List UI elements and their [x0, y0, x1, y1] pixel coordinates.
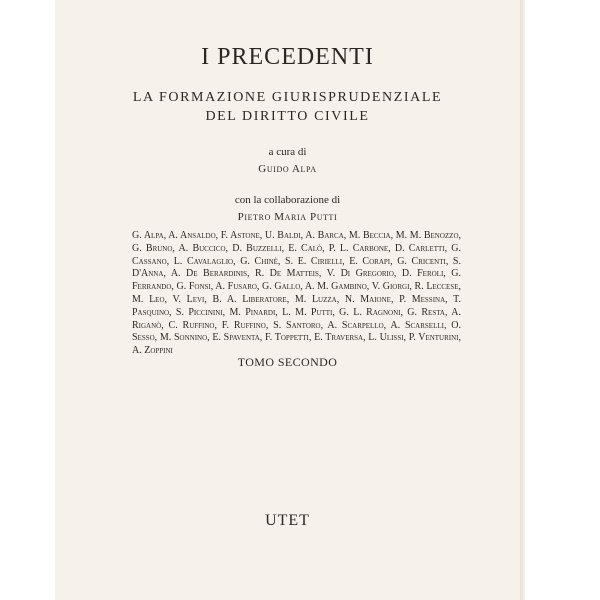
subtitle-line-1: LA FORMAZIONE GIURISPRUDENZIALE	[132, 90, 443, 105]
publisher-name: UTET	[265, 512, 310, 529]
collaboration-block	[55, 192, 520, 226]
book-title: I PRECEDENTI	[201, 44, 374, 70]
editor-block	[55, 144, 520, 178]
contributors-list: G. Alpa, A. Ansaldo, F. Astone, U. Baldi, A. Barca, M. Beccia, M. M. Benozzo, G. Bruno, A. Buccico, D. Buzzelli, E. Calò, P. L. Carbone, D. Carletti, G. Cassano, L. Cavalaglio, G. Chinè, S. E. Cirielli, E. Corapi, G. Cricenti, S. D'Anna, A. De Berardinis, R. De Matteis, V. Di Gregorio, D. Feroli, G. Ferrando, G. Fonsi, A. Fusaro, G. Gallo, A. M. Gambino, V. Giorgi, R. Leccese, M. Leo, V. Levi, B. A. Liberatore, M. Luzza, N. Maione, P. Messina, T. Pasquino, S. Piccinini, M. Pinardi, L. M. Putti, G. L. Ragnoni, G. Resta, A. Riganò, C. Ruffino, F. Ruffino, S. Santoro, A. Scarpello, A. Scarselli, O. Sesso, M. Sonnino, E. Spaventa, F. Toppetti, E. Traversa, L. Ulissi, P. Venturini, A. Zoppini	[132, 230, 461, 357]
page-edge	[520, 0, 525, 600]
collaborator-name: Pietro Maria Putti	[237, 211, 338, 223]
collaboration-label: con la collaborazione di	[234, 194, 341, 206]
subtitle-line-2: DEL DIRITTO CIVILE	[205, 109, 370, 124]
editor-name: Guido Alpa	[258, 163, 317, 175]
curated-by-label: a cura di	[268, 146, 307, 158]
volume-label: TOMO SECONDO	[237, 355, 338, 369]
book-subtitle	[55, 88, 520, 126]
